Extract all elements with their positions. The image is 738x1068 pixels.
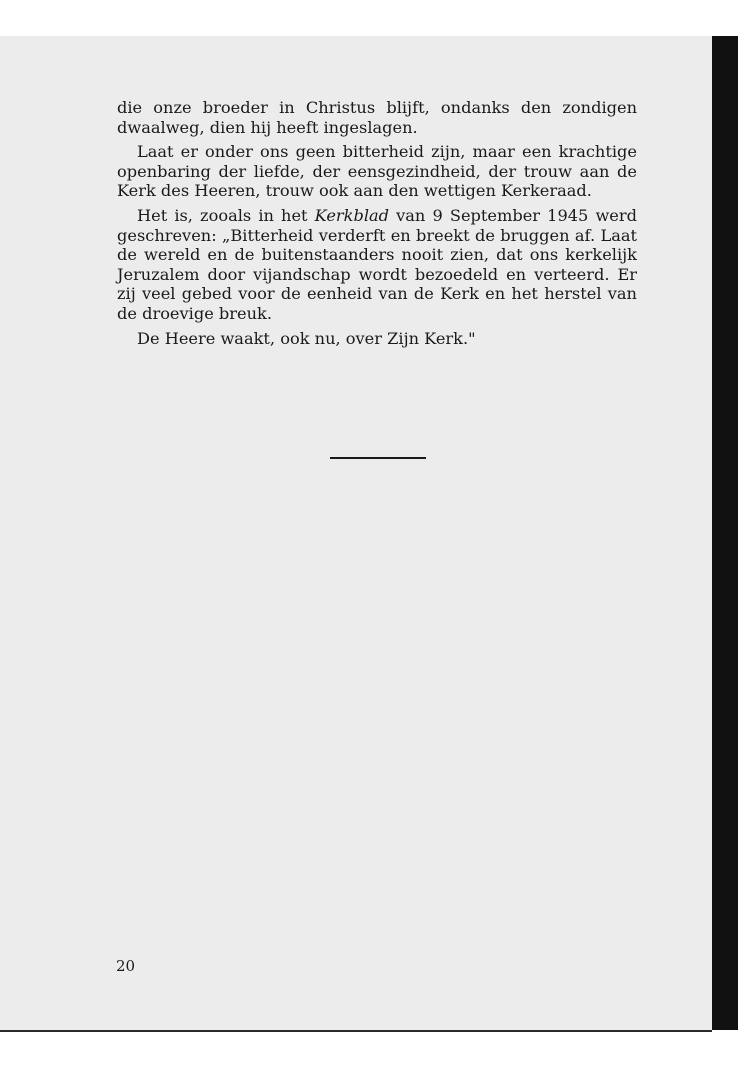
paragraph-kerkblad-intro: Het is, zooals in het xyxy=(137,205,315,225)
paragraph-bitterheid: Laat er onder ons geen bitterheid zijn, maar een krachtige openbaring der liefde, der eensgezindheid, der trouw aan de Kerk des Heeren, trouw ook aan den wettigen Kerkeraad. xyxy=(117,142,637,201)
section-divider-rule xyxy=(330,457,426,459)
page-number: 20 xyxy=(116,957,136,975)
paragraph-kerkblad-rest: van 9 September 1945 werd geschreven: „Bitterheid verderft en breekt de bruggen af. Laat de wereld en de buitenstaanders nooit zien, dat ons kerkelijk Jeruzalem door vijandschap wordt bezoedeld en verteerd. Er zij veel gebed voor de eenheid van de Kerk en het herstel van de droevige breuk. xyxy=(117,205,637,323)
paragraph-closing: De Heere waakt, ook nu, over Zijn Kerk." xyxy=(137,328,476,348)
paragraph-kerkblad-quote xyxy=(117,206,637,324)
book-page xyxy=(0,36,712,1032)
kerkblad-title: Kerkblad xyxy=(314,205,390,225)
body-text xyxy=(117,98,637,353)
book-spine-shadow xyxy=(712,36,738,1030)
paragraph-continued: die onze broeder in Christus blijft, ondanks den zondigen dwaalweg, dien hij heeft ingeslagen. xyxy=(117,98,637,137)
